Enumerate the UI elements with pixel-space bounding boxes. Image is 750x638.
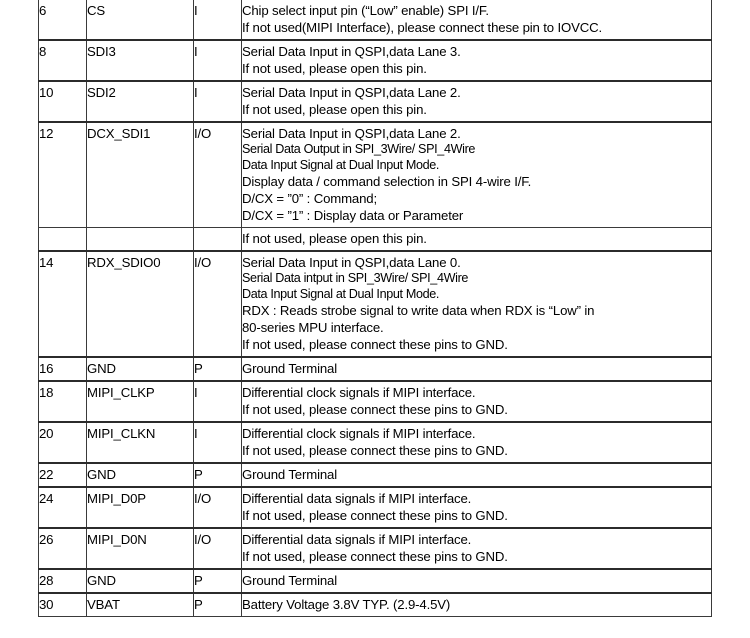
cell-pin-number: 30: [39, 593, 87, 617]
description-line: D/CX = ”0” : Command;: [242, 191, 377, 206]
description-line: If not used, please connect these pins to GND.: [242, 402, 508, 417]
cell-pin-number: 16: [39, 357, 87, 381]
cell-description: [242, 122, 712, 228]
description-line: Ground Terminal: [242, 361, 337, 376]
cell-description: [242, 0, 712, 40]
cell-io-type: I: [194, 81, 242, 122]
cell-pin-number: 22: [39, 463, 87, 487]
cell-description: [242, 487, 712, 528]
description-line: If not used(MIPI Interface), please connect these pin to IOVCC.: [242, 20, 602, 35]
table-row: [39, 357, 712, 381]
table-row: [39, 122, 712, 228]
table-row: [39, 251, 712, 357]
cell-symbol: GND: [87, 463, 194, 487]
cell-io-type: P: [194, 463, 242, 487]
cell-description: [242, 251, 712, 357]
cell-pin-number: 28: [39, 569, 87, 593]
description-line: Serial Data Input in QSPI,data Lane 2.: [242, 126, 461, 141]
cell-description: [242, 528, 712, 569]
cell-io-type: I/O: [194, 122, 242, 228]
cell-description: [242, 40, 712, 81]
cell-symbol: GND: [87, 569, 194, 593]
cell-io-type: I: [194, 381, 242, 422]
cell-pin-number: 14: [39, 251, 87, 357]
cell-symbol: CS: [87, 0, 194, 40]
description-line: 80-series MPU interface.: [242, 320, 384, 335]
cell-description: [242, 81, 712, 122]
cell-description: [242, 463, 712, 487]
description-line: Ground Terminal: [242, 573, 337, 588]
table-row: [39, 381, 712, 422]
description-line: Ground Terminal: [242, 467, 337, 482]
cell-io-type: I: [194, 40, 242, 81]
cell-pin-number: 24: [39, 487, 87, 528]
description-line: If not used, please connect these pins to GND.: [242, 508, 508, 523]
table-row: [39, 40, 712, 81]
cell-pin-number: [39, 228, 87, 252]
description-line: If not used, please connect these pins to GND.: [242, 443, 508, 458]
description-line: Differential data signals if MIPI interface.: [242, 532, 472, 547]
description-line: Data Input Signal at Dual Input Mode.: [242, 286, 440, 301]
description-line: Battery Voltage 3.8V TYP. (2.9-4.5V): [242, 597, 451, 612]
description-line: If not used, please open this pin.: [242, 102, 427, 117]
cell-symbol: MIPI_D0N: [87, 528, 194, 569]
cell-io-type: I/O: [194, 528, 242, 569]
description-line: RDX : Reads strobe signal to write data when RDX is “Low” in: [242, 303, 595, 318]
cell-symbol: MIPI_CLKN: [87, 422, 194, 463]
table-row: [39, 228, 712, 252]
cell-io-type: P: [194, 569, 242, 593]
cell-pin-number: 18: [39, 381, 87, 422]
pin-description-table: [38, 0, 712, 617]
cell-pin-number: 26: [39, 528, 87, 569]
cell-description: [242, 228, 712, 252]
cell-symbol: RDX_SDIO0: [87, 251, 194, 357]
description-line: If not used, please connect these pins to GND.: [242, 337, 508, 352]
cell-symbol: GND: [87, 357, 194, 381]
cell-io-type: [194, 228, 242, 252]
description-line: Data Input Signal at Dual Input Mode.: [242, 157, 440, 172]
description-line: Serial Data Input in QSPI,data Lane 2.: [242, 85, 461, 100]
description-line: If not used, please open this pin.: [242, 231, 427, 246]
description-line: Serial Data intput in SPI_3Wire/ SPI_4Wire: [242, 271, 469, 285]
cell-description: [242, 381, 712, 422]
cell-io-type: P: [194, 593, 242, 617]
cell-io-type: I/O: [194, 487, 242, 528]
cell-pin-number: 6: [39, 0, 87, 40]
description-line: Differential clock signals if MIPI interface.: [242, 385, 476, 400]
description-line: Differential data signals if MIPI interface.: [242, 491, 472, 506]
cell-symbol: MIPI_CLKP: [87, 381, 194, 422]
cell-symbol: VBAT: [87, 593, 194, 617]
table-row: [39, 0, 712, 40]
cell-description: [242, 569, 712, 593]
table-row: [39, 569, 712, 593]
cell-symbol: MIPI_D0P: [87, 487, 194, 528]
cell-description: [242, 593, 712, 617]
cell-io-type: P: [194, 357, 242, 381]
cell-pin-number: 8: [39, 40, 87, 81]
description-line: If not used, please open this pin.: [242, 61, 427, 76]
cell-pin-number: 10: [39, 81, 87, 122]
description-line: Display data / command selection in SPI 4-wire I/F.: [242, 174, 532, 189]
description-line: If not used, please connect these pins to GND.: [242, 549, 508, 564]
description-line: Differential clock signals if MIPI interface.: [242, 426, 476, 441]
description-line: Chip select input pin (“Low” enable) SPI I/F.: [242, 3, 489, 18]
description-line: Serial Data Input in QSPI,data Lane 3.: [242, 44, 461, 59]
cell-symbol: SDI2: [87, 81, 194, 122]
cell-pin-number: 20: [39, 422, 87, 463]
cell-io-type: I: [194, 422, 242, 463]
description-line: Serial Data Input in QSPI,data Lane 0.: [242, 255, 461, 270]
pin-table-body: [39, 0, 712, 617]
cell-symbol: SDI3: [87, 40, 194, 81]
cell-symbol: DCX_SDI1: [87, 122, 194, 228]
table-row: [39, 593, 712, 617]
description-line: D/CX = ”1” : Display data or Parameter: [242, 208, 464, 223]
cell-pin-number: 12: [39, 122, 87, 228]
table-row: [39, 81, 712, 122]
cell-description: [242, 357, 712, 381]
table-row: [39, 487, 712, 528]
table-row: [39, 528, 712, 569]
description-line: Serial Data Output in SPI_3Wire/ SPI_4Wire: [242, 142, 476, 156]
cell-description: [242, 422, 712, 463]
cell-io-type: I: [194, 0, 242, 40]
cell-symbol: [87, 228, 194, 252]
cell-io-type: I/O: [194, 251, 242, 357]
table-row: [39, 463, 712, 487]
table-row: [39, 422, 712, 463]
